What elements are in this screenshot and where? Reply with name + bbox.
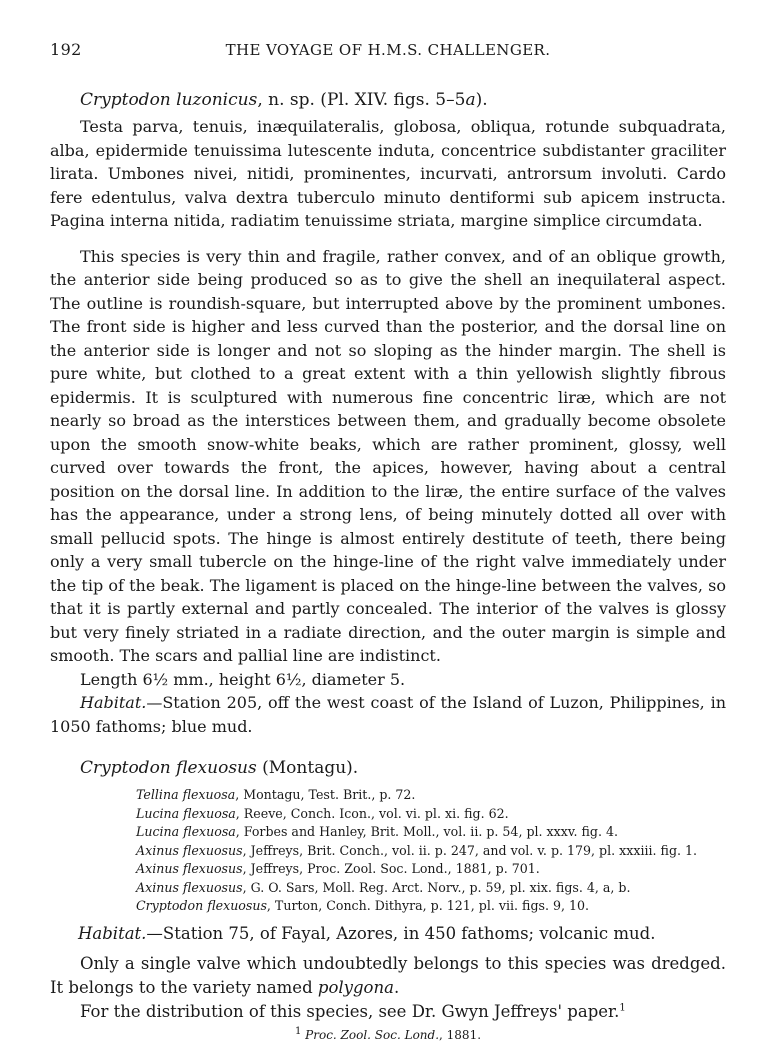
synonymy-item [136, 823, 726, 842]
synonymy-item [136, 897, 726, 916]
habitat-text: —Station 205, off the west coast of the Island of Luzon, Philippines, in 1050 fathoms; blue mud. [50, 693, 726, 736]
latin-description: Testa parva, tenuis, inæquilateralis, globosa, obliqua, rotunde subquadrata, alba, epidermide tenuissima lutescente induta, concentrice subdistanter graciliter lirata. Umbones nivei, nitidi, prominentes, incurvati, antrorsum involuti. Cardo fere edentulus, valva dextra tuberculo minuto dentiformi sub apicem instructa. Pagina interna nitida, radiatim tenuissime striata, margine simplice circumdata. [50, 117, 726, 230]
synonym-citation: , Forbes and Hanley, Brit. Moll., vol. ii. p. 54, pl. xxxv. fig. 4. [235, 824, 618, 839]
synonymy-item [136, 879, 726, 898]
synonym-taxon: Lucina flexuosa [136, 824, 236, 839]
synonym-citation: , Turton, Conch. Dithyra, p. 121, pl. vii. figs. 9, 10. [266, 898, 590, 913]
synonym-taxon: Axinus flexuosus [136, 861, 243, 876]
species-name: Cryptodon flexuosus [80, 758, 257, 778]
variety-name: polygona [317, 977, 394, 997]
footnote-mark[interactable]: 1 [619, 1002, 626, 1013]
synonym-taxon: Axinus flexuosus [136, 842, 243, 858]
running-title: THE VOYAGE OF H.M.S. CHALLENGER. [225, 41, 551, 59]
synonymy-item [136, 860, 726, 879]
synonym-citation: , Jeffreys, Brit. Conch., vol. ii. p. 247, and vol. v. p. 179, pl. xxxiii. fig. 1. [242, 842, 698, 858]
synonym-citation: , Montagu, Test. Brit., p. 72. [235, 787, 416, 802]
figure-suffix: a [465, 90, 476, 110]
footnote-number: 1 [294, 1025, 302, 1037]
distribution-text: For the distribution of this species, see Dr. Gwyn Jeffreys' paper. [80, 1001, 620, 1021]
distribution-paragraph [50, 1000, 726, 1024]
habitat-paragraph [50, 691, 726, 738]
english-description: This species is very thin and fragile, rather convex, and of an oblique growth, the anterior side being produced so as to give the shell an inequilateral aspect. The outline is roundish-square, but interrupted above by the prominent umbones. The front side is higher and less curved than the posterior, and the dorsal line on the anterior side is longer and not so sloping as the hinder margin. The shell is pure white, but clothed to a great extent with a thin yellowish slightly fibrous epidermis. It is sculptured with numerous fine concentric liræ, which are not nearly so broad as the interstices between them, and gradually become obsolete upon the smooth snow-white beaks, which are rather prominent, glossy, well curved over towards the front, the apices, however, having about a central position on the dorsal line. In addition to the liræ, the entire surface of the valves has the appearance, under a strong lens, of being minutely dotted all over with small pellucid spots. The hinge is almost entirely destitute of teeth, there being only a very small tubercle on the hinge-line of the right valve immediately under the tip of the beak. The ligament is placed on the hinge-line between the valves, so that it is partly external and partly concealed. The interior of the valves is glossy but very finely striated in a radiate direction, and the outer margin is simple and smooth. The scars and pallial line are indistinct. [50, 246, 726, 665]
habitat-text: —Station 75, of Fayal, Azores, in 450 fathoms; volcanic mud. [146, 923, 656, 943]
remark-text: Only a single valve which undoubtedly belongs to this species was dredged. It belongs to the variety named [50, 953, 726, 997]
synonym-taxon: Cryptodon flexuosus [136, 898, 267, 913]
footnote-journal: Proc. Zool. Soc. Lond. [305, 1027, 440, 1042]
synonymy-item [136, 842, 726, 861]
synonymy-item [136, 805, 726, 824]
synonym-taxon: Tellina flexuosa [136, 787, 236, 802]
synonym-citation: , Jeffreys, Proc. Zool. Soc. Lond., 1881, p. 701. [242, 861, 540, 876]
measurements: Length 6½ mm., height 6½, diameter 5. [80, 669, 406, 689]
remark-paragraph [50, 952, 726, 1000]
page-number: 192 [50, 40, 82, 59]
synonym-taxon: Lucina flexuosa [136, 805, 236, 821]
page-header [50, 40, 726, 64]
synonym-citation: , G. O. Sars, Moll. Reg. Arct. Norv., p. 59, pl. xix. figs. 4, a, b. [242, 879, 631, 895]
habitat-label: Habitat. [80, 693, 147, 712]
synonym-taxon: Axinus flexuosus [136, 879, 243, 895]
species-authority: , n. sp. (Pl. XIV. figs. 5–5 [257, 90, 466, 110]
remark-end: . [393, 977, 400, 997]
page [50, 40, 726, 1044]
species-heading [80, 756, 726, 780]
habitat-label: Habitat. [78, 923, 147, 943]
footnote-year: , 1881. [439, 1027, 482, 1042]
synonym-citation: , Reeve, Conch. Icon., vol. vi. pl. xi. fig. 62. [235, 805, 509, 821]
species-authority: (Montagu). [256, 758, 359, 778]
synonymy-list [136, 786, 726, 916]
species-heading-close: ). [475, 90, 488, 110]
species-name: Cryptodon luzonicus [80, 90, 258, 110]
species-heading [80, 88, 726, 112]
synonymy-item [136, 786, 726, 805]
habitat-paragraph [50, 922, 726, 946]
footnote [50, 1026, 726, 1044]
